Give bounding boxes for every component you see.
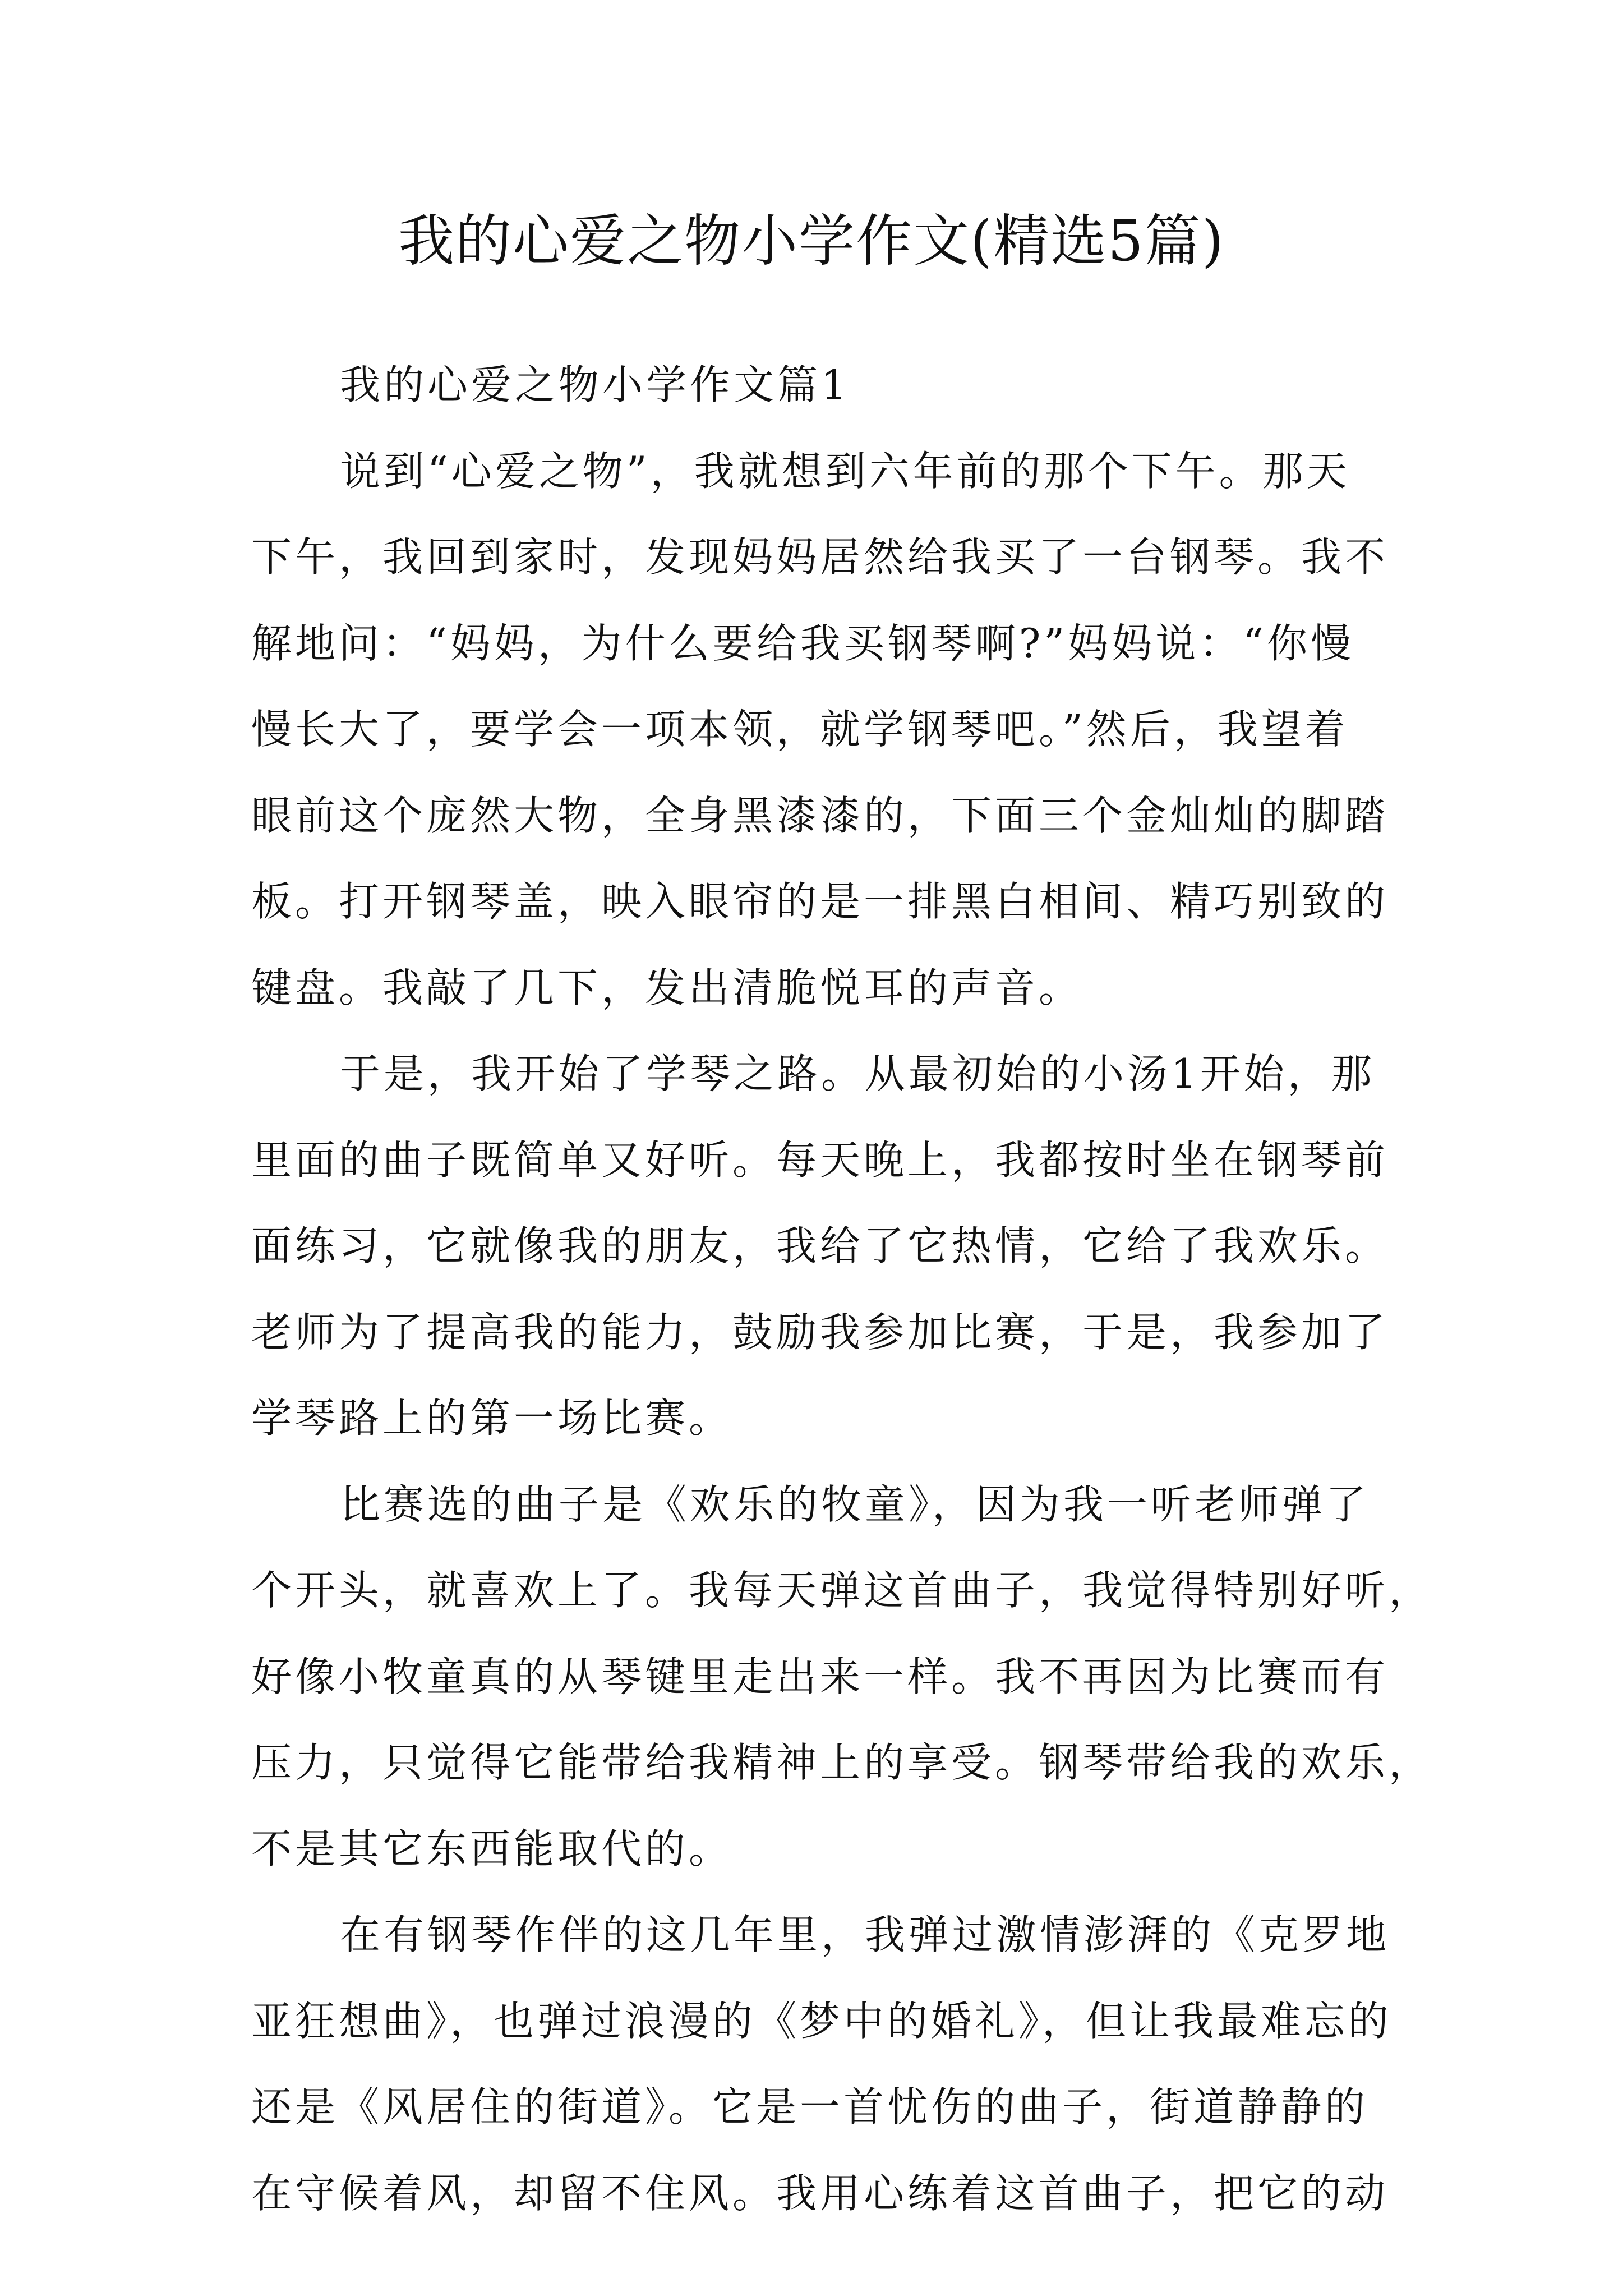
text-line: 学琴路上的第一场比赛。: [251, 1395, 733, 1442]
text-line: 比赛选的曲子是《欢乐的牧童》，因为我一听老师弹了: [340, 1480, 1370, 1528]
text-line: 板。打开钢琴盖，映入眼帘的是一排黑白相间、精巧别致的: [251, 878, 1389, 925]
text-line: 慢长大了，要学会一项本领，就学钢琴吧。”然后，我望着: [251, 706, 1349, 753]
section-heading: 我的心爱之物小学作文篇1: [340, 361, 850, 408]
text-line: 还是《风居住的街道》。它是一首忧伤的曲子，街道静静的: [251, 2083, 1369, 2131]
text-line: 里面的曲子既简单又好听。每天晚上，我都按时坐在钢琴前: [251, 1136, 1389, 1184]
text-line: 亚狂想曲》，也弹过浪漫的《梦中的婚礼》，但让我最难忘的: [251, 1997, 1393, 2045]
text-line: 压力，只觉得它能带给我精神上的享受。钢琴带给我的欢乐，: [251, 1739, 1433, 1786]
document-body: [251, 342, 1433, 2237]
text-line: 键盘。我敲了几下，发出清脆悦耳的声音。: [251, 964, 1083, 1011]
text-line: 不是其它东西能取代的。: [251, 1825, 733, 1872]
text-line: 眼前这个庞然大物，全身黑漆漆的，下面三个金灿灿的脚踏: [251, 792, 1389, 839]
text-line: 在守候着风，却留不住风。我用心练着这首曲子，把它的动: [251, 2169, 1389, 2217]
text-line: 面练习，它就像我的朋友，我给了它热情，它给了我欢乐。: [251, 1222, 1389, 1269]
text-line: 说到“心爱之物”，我就想到六年前的那个下午。那天: [340, 447, 1350, 495]
text-line: 好像小牧童真的从琴键里走出来一样。我不再因为比赛而有: [251, 1653, 1389, 1700]
text-line: 解地问：“妈妈，为什么要给我买钢琴啊?”妈妈说：“你慢: [251, 619, 1355, 667]
text-line: 于是，我开始了学琴之路。从最初始的小汤1开始，那: [340, 1050, 1375, 1097]
text-line: 老师为了提高我的能力，鼓励我参加比赛，于是，我参加了: [251, 1308, 1389, 1356]
text-line: 在有钢琴作伴的这几年里，我弹过激情澎湃的《克罗地: [340, 1911, 1390, 1958]
text-line: 下午，我回到家时，发现妈妈居然给我买了一台钢琴。我不: [251, 533, 1389, 581]
document-title: 我的心爱之物小学作文(精选5篇): [398, 208, 1225, 274]
text-line: 个开头，就喜欢上了。我每天弹这首曲子，我觉得特别好听，: [251, 1567, 1433, 1614]
